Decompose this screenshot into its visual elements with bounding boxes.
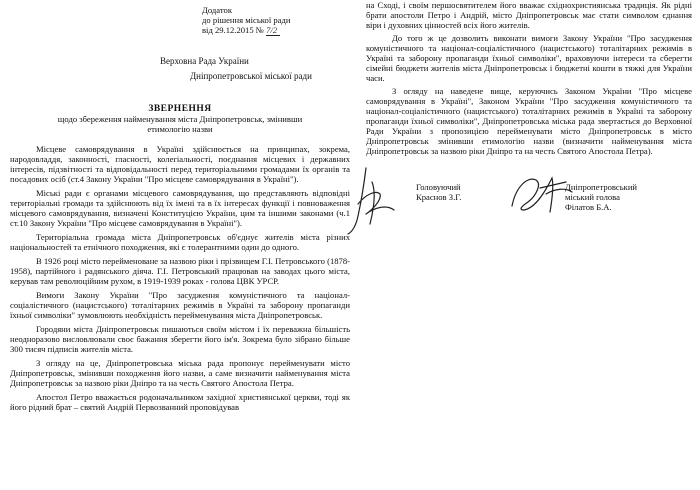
document-subtitle-line-2: етимологію назви (147, 124, 213, 134)
paragraph: Міські ради є органами місцевого самоврядування, що представляють відповідні територіальні громади та здійснюють від їх імені та в їх інтересах функції і повноваження місцевого самоврядування, визначені Конституцією України, цим та іншими законами (ч.1 ст.10 Закону України "Про місцеве самоврядування в Україні"). (10, 188, 350, 228)
document-subtitle-line-1: щодо збереження найменування міста Дніпропетровськ, змінивши (57, 114, 303, 124)
signature-left-block (416, 182, 461, 202)
addressee-block (160, 56, 350, 82)
document-title-block (10, 104, 350, 134)
chairperson-title: Головуючий (416, 182, 461, 192)
paragraph: Апостол Петро вважається родоначальником західної християнської церкви, тоді як його рідний брат – святий Андрій Первозванний проповідував (10, 392, 350, 412)
paragraph: на Сході, і своїм першосвятителем його вважає східнохристиянська традиція. Як рідні брати апостоли Петро і Андрій, місто Дніпропетровськ має стати символом єднання віри і духовних цінностей всіх його жителів. (366, 0, 692, 30)
addressee-sender: Дніпропетровської міської ради (190, 71, 312, 81)
paragraph: В 1926 році місто перейменоване за назвою ріки і прізвищем Г.І. Петровського (1878-1958), партійного і радянського діяча. Г.І. Петровський працював на заводах цього міста, керував там революційним рухом, в 1919-1939 роках - голова ЦВК УРСР. (10, 256, 351, 286)
paragraph: Територіальна громада міста Дніпропетровськ об'єднує жителів міста різних національностей та етнічного походження, які є толерантними один до одного. (10, 232, 350, 252)
paragraph: З огляду на це, Дніпропетровська міська рада пропонує перейменувати місто Дніпропетровськ, змінивши походження його назви, а саме визначити найменування міста Дніпропетровськ за назвою ріки Дніпро та на честь Святого Апостола Петра. (10, 358, 350, 388)
annex-date: від 29.12.2015 № (202, 25, 264, 35)
annex-line-1: Додаток (202, 5, 232, 15)
left-body-text (10, 144, 350, 412)
signature-row (366, 170, 692, 240)
mayor-name: Філатов Б.А. (565, 202, 612, 212)
paragraph: До того ж це дозволить виконати вимоги Закону України "Про засудження комуністичного та націонал-соціалістичного (нацистського) тоталітарних режимів в Україні та заборону пропаганди їхньої символіки", враховуючи інтереси та сберегти сімейні бюджети жителів міста Дніпропетровськ і бюджетні кошти в тяжкі для України часи. (366, 33, 692, 83)
addressee-recipient: Верховна Рада України (160, 56, 249, 66)
mayor-title-line-2: міський голова (565, 192, 620, 202)
paragraph: З огляду на наведене вище, керуючись Законом України "Про місцеве самоврядування в Україні", Законом України "Про засудження комуністичного та націонал-соціалістичного (нацистського) тоталітарних режимів в Україні та заборону пропаганди їхньої символіки", Дніпропетровська міська рада звертається до Верховної Ради України з пропозицією перейменувати місто Дніпропетровськ в місто Дніпропетровськ змінивши етимологію назви (визначити найменування міста Дніпропетровськ за назвою ріки Дніпро та на честь Святого Апостола Петра). (366, 86, 692, 156)
handwritten-signature-left (336, 164, 406, 238)
paragraph: Вимоги Закону України "Про засудження комуністичного та націонал-соціалістичного (нацистського) тоталітарних режимів в Україні та заборону пропаганди їхньої символіки" зумовлюють необхідність перейменування міста Дніпропетровськ. (10, 290, 350, 320)
mayor-title-line-1: Дніпропетровський (565, 182, 638, 192)
annex-number: 7/2 (266, 25, 280, 36)
annex-line-3 (202, 25, 350, 36)
chairperson-name: Краснов З.Г. (416, 192, 462, 202)
left-column (10, 0, 350, 416)
annex-header (202, 0, 350, 36)
annex-line-2: до рішення міської ради (202, 15, 291, 25)
document-heading: ЗВЕРНЕННЯ (148, 104, 212, 114)
paragraph: Місцеве самоврядування в Україні здійснюється на принципах, зокрема, народовладдя, законності, гласності, колегіальності, поєднання місцевих і державних інтересів, підзвітності та відповідальності перед територіальними громадами їх органів та посадових осіб (ст.4 Закону України "Про місцеве самоврядування в Україні"). (10, 144, 350, 184)
right-column (366, 0, 692, 240)
paragraph: Городяни міста Дніпропетровськ пишаються своїм містом і їх переважна більшість неодноразово висловлювали своє бажання зберегти його ім'я. Зокрема було зібрано більше 300 тисяч підписів жителів міста. (10, 324, 350, 354)
signature-right-block (565, 182, 637, 212)
